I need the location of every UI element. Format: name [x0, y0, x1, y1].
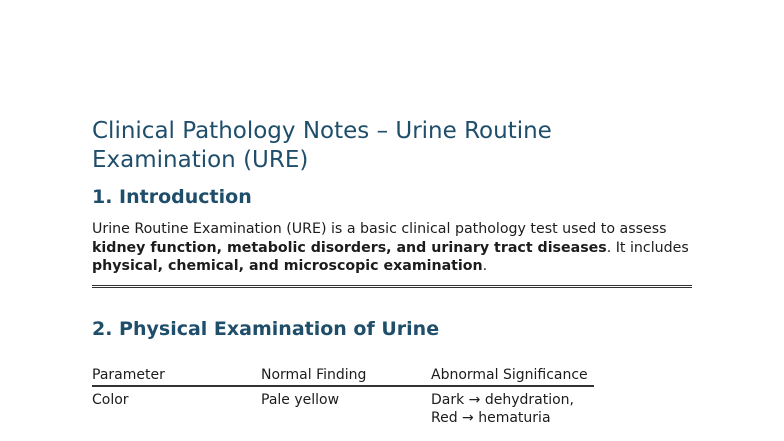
column-header-parameter: Parameter [92, 367, 165, 383]
column-header-abnormal-significance: Abnormal Significance [431, 367, 588, 383]
table-row [92, 387, 594, 441]
table-cell-parameter: Color [92, 392, 129, 408]
document-page [92, 0, 696, 441]
introduction-paragraph [92, 220, 696, 276]
intro-bold-1: kidney function, metabolic disorders, and urinary tract diseases [92, 239, 607, 256]
intro-text-1: Urine Routine Examination (URE) is a basic clinical pathology test used to assess [92, 221, 667, 237]
intro-bold-2: physical, chemical, and microscopic examination [92, 258, 483, 274]
document-title: Clinical Pathology Notes – Urine Routine Examination (URE) [92, 118, 552, 173]
physical-examination-table [92, 348, 594, 441]
section-heading-introduction: 1. Introduction [92, 186, 252, 208]
section-heading-physical-examination: 2. Physical Examination of Urine [92, 318, 440, 340]
table-cell-normal-finding: Pale yellow [261, 392, 340, 408]
column-header-normal-finding: Normal Finding [261, 367, 367, 383]
intro-text-3: . [482, 258, 488, 274]
table-header-row [92, 348, 594, 387]
section-divider [92, 285, 692, 288]
table-cell-abnormal-significance: Dark → dehydration, Red → hematuria [431, 392, 575, 426]
intro-text-2: . It includes [606, 239, 689, 256]
